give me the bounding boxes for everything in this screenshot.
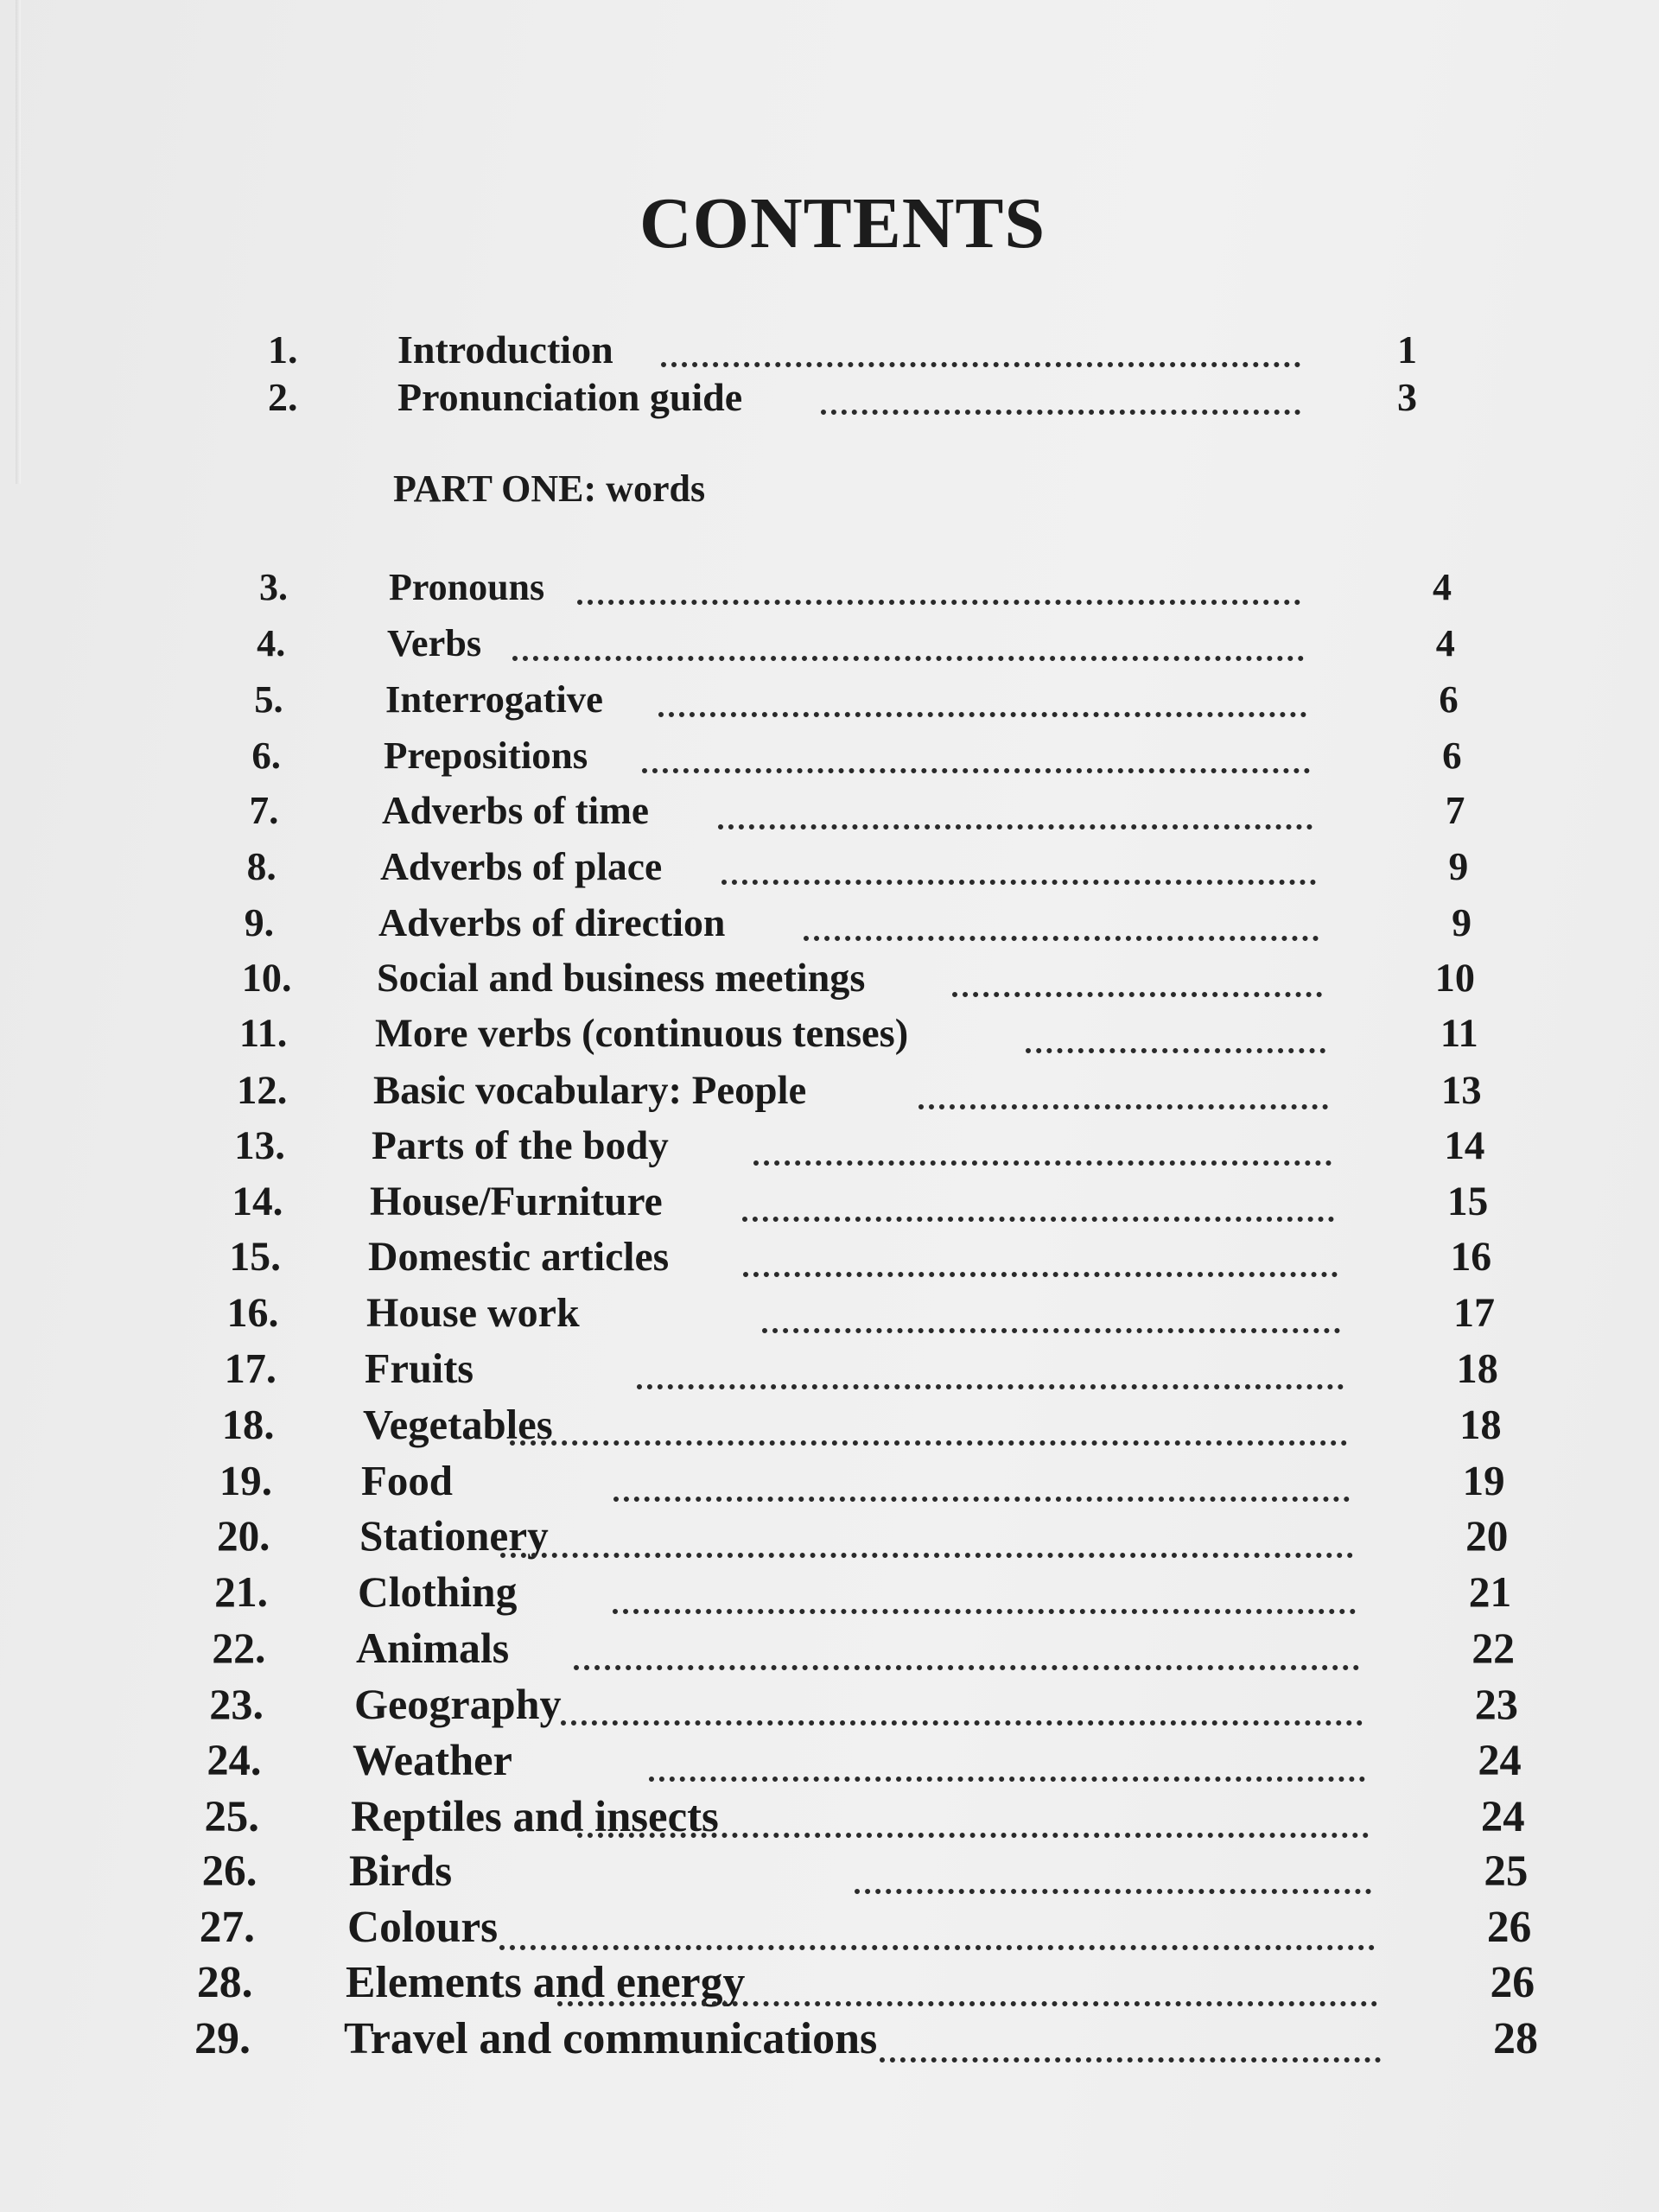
toc-entry	[0, 1231, 1642, 1283]
toc-leader-dots	[721, 873, 1316, 885]
toc-entry-number: 3.	[259, 566, 288, 608]
toc-entry-number: 17.	[224, 1345, 276, 1392]
toc-entry-title: Vegetables	[363, 1402, 553, 1449]
toc-entry-number: 11.	[238, 1011, 288, 1056]
toc-entry-title: Interrogative	[385, 677, 603, 721]
toc-leader-dots	[512, 649, 1304, 661]
toc-leader-dots	[649, 1770, 1365, 1782]
toc-entry-page: 9	[1452, 899, 1472, 944]
toc-entry-number: 22.	[212, 1624, 266, 1672]
toc-entry-number: 29.	[194, 2014, 251, 2063]
toc-entry-page: 4	[1433, 566, 1452, 608]
toc-entry	[0, 673, 1642, 725]
toc-entry-number: 16.	[226, 1290, 279, 1336]
toc-entry	[0, 1678, 1642, 1730]
toc-entry	[0, 2013, 1642, 2065]
toc-entry	[0, 897, 1642, 949]
toc-entry-page: 20	[1465, 1512, 1509, 1560]
toc-leader-dots	[1026, 1041, 1325, 1053]
toc-entry	[0, 785, 1642, 836]
toc-entry-page: 26	[1486, 1902, 1532, 1952]
toc-leader-dots	[637, 1377, 1344, 1389]
toc-entry	[0, 952, 1642, 1004]
toc-leader-dots	[821, 403, 1300, 415]
toc-entry-page: 11	[1440, 1011, 1478, 1056]
toc-entry-title: Weather	[353, 1735, 512, 1784]
toc-entry-number: 15.	[229, 1235, 281, 1281]
toc-entry-title: Animals	[356, 1624, 510, 1672]
toc-entry	[268, 372, 1417, 423]
page-title: CONTENTS	[639, 183, 1046, 264]
toc-entry-title: Social and business meetings	[377, 956, 866, 1001]
toc-entry-number: 10.	[241, 956, 292, 1001]
toc-entry-number: 25.	[204, 1791, 259, 1840]
toc-leader-dots	[499, 1938, 1374, 1950]
toc-entry-title: Introduction	[397, 327, 613, 372]
part-one-heading: PART ONE: words	[393, 467, 706, 510]
toc-entry	[268, 324, 1417, 376]
toc-entry-title: Adverbs of time	[382, 789, 649, 833]
toc-leader-dots	[510, 1433, 1347, 1446]
toc-leader-dots	[880, 2050, 1381, 2063]
toc-leader-dots	[743, 1265, 1338, 1277]
toc-entry	[0, 1567, 1642, 1618]
toc-entry-page: 22	[1471, 1624, 1516, 1672]
toc-leader-dots	[658, 705, 1307, 717]
toc-entry	[0, 1734, 1642, 1786]
toc-entry-title: Elements and energy	[346, 1958, 746, 2008]
toc-entry	[0, 562, 1642, 613]
toc-entry-title: Adverbs of place	[380, 844, 663, 889]
toc-entry-number: 13.	[234, 1123, 285, 1169]
toc-entry-title: Birds	[349, 1847, 453, 1897]
toc-entry-page: 9	[1448, 844, 1469, 889]
toc-entry-number: 26.	[201, 1847, 257, 1897]
toc-entry-title: Colours	[347, 1902, 499, 1952]
toc-entry	[0, 1287, 1642, 1339]
toc-entry	[0, 1902, 1642, 1954]
toc-entry-number: 14.	[232, 1179, 283, 1224]
toc-leader-dots	[753, 1154, 1331, 1166]
toc-entry-number: 9.	[244, 899, 275, 944]
toc-entry-title: Basic vocabulary: People	[373, 1067, 807, 1113]
toc-entry-title: Parts of the body	[372, 1123, 669, 1169]
toc-entry-title: Stationery	[359, 1512, 549, 1560]
toc-entry-number: 20.	[216, 1512, 270, 1560]
toc-entry-title: More verbs (continuous tenses)	[375, 1011, 909, 1056]
toc-entry-number: 24.	[207, 1735, 262, 1784]
toc-entry-page: 28	[1493, 2014, 1538, 2063]
toc-entry-title: Adverbs of direction	[378, 899, 726, 944]
toc-entry-page: 14	[1444, 1123, 1485, 1169]
toc-leader-dots	[718, 817, 1313, 830]
toc-leader-dots	[952, 985, 1322, 997]
toc-entry	[0, 729, 1642, 781]
toc-entry-number: 1.	[268, 327, 298, 372]
toc-entry-page: 18	[1456, 1345, 1498, 1392]
toc-entry-page: 16	[1450, 1235, 1492, 1281]
toc-entry-title: Reptiles and insects	[351, 1791, 719, 1840]
toc-entry-page: 1	[1397, 327, 1417, 372]
toc-entry-page: 23	[1474, 1680, 1518, 1729]
toc-leader-dots	[918, 1097, 1328, 1109]
toc-entry-number: 28.	[196, 1958, 253, 2008]
toc-leader-dots	[804, 929, 1319, 941]
toc-entry-page: 6	[1439, 677, 1459, 721]
toc-entry-number: 12.	[237, 1067, 288, 1113]
toc-entry-number: 7.	[249, 789, 279, 833]
toc-leader-dots	[557, 1994, 1378, 2006]
toc-entry-page: 13	[1440, 1067, 1482, 1113]
toc-leader-dots	[661, 355, 1300, 367]
toc-leader-dots	[762, 1321, 1341, 1333]
toc-entry	[0, 1623, 1642, 1675]
toc-entry-number: 4.	[257, 621, 286, 664]
toc-leader-dots	[577, 1826, 1369, 1838]
toc-entry-page: 17	[1453, 1290, 1495, 1336]
toc-entry-title: Fruits	[365, 1345, 474, 1392]
toc-leader-dots	[642, 761, 1310, 773]
toc-entry-page: 25	[1484, 1847, 1529, 1897]
toc-entry-title: Geography	[354, 1680, 562, 1729]
toc-leader-dots	[742, 1210, 1334, 1222]
toc-entry	[0, 1176, 1642, 1228]
toc-entry	[0, 1344, 1642, 1395]
toc-entry-title: House work	[366, 1290, 580, 1336]
toc-entry-number: 6.	[251, 733, 282, 777]
toc-entry-page: 24	[1478, 1735, 1522, 1784]
toc-entry-page: 7	[1445, 789, 1465, 833]
toc-entry-page: 3	[1397, 375, 1417, 419]
toc-entry-page: 19	[1462, 1456, 1505, 1504]
toc-entry-title: Travel and communications	[344, 2014, 878, 2063]
toc-entry-page: 21	[1468, 1568, 1512, 1617]
toc-entry-number: 19.	[219, 1456, 272, 1504]
toc-entry-number: 27.	[199, 1902, 255, 1952]
toc-entry	[0, 1120, 1642, 1172]
toc-entry	[0, 1790, 1642, 1842]
previous-page-edge	[16, 0, 21, 484]
toc-leader-dots	[613, 1602, 1357, 1614]
toc-entry-title: Clothing	[358, 1568, 518, 1617]
toc-entry	[0, 1455, 1642, 1507]
toc-entry-title: Food	[361, 1456, 453, 1504]
toc-leader-dots	[561, 1713, 1363, 1726]
toc-entry-number: 23.	[209, 1680, 264, 1729]
toc-entry-page: 18	[1459, 1402, 1502, 1449]
toc-entry-page: 6	[1442, 733, 1462, 777]
toc-entry-page: 24	[1480, 1791, 1525, 1840]
toc-entry-number: 18.	[221, 1402, 275, 1449]
toc-entry	[0, 1399, 1642, 1451]
toc-entry-page: 4	[1435, 621, 1455, 664]
toc-entry	[0, 618, 1642, 670]
toc-leader-dots	[577, 593, 1300, 605]
toc-entry-title: Pronouns	[389, 566, 545, 608]
toc-entry	[0, 1957, 1642, 2009]
toc-entry-title: Domestic articles	[368, 1235, 670, 1281]
toc-leader-dots	[500, 1546, 1352, 1558]
toc-leader-dots	[574, 1658, 1359, 1670]
toc-entry-page: 26	[1490, 1958, 1535, 2008]
toc-entry	[0, 1846, 1642, 1897]
toc-entry-number: 2.	[268, 375, 298, 419]
toc-entry-title: Prepositions	[384, 733, 588, 777]
toc-leader-dots	[613, 1490, 1350, 1502]
toc-entry-number: 21.	[214, 1568, 268, 1617]
toc-entry	[0, 1008, 1642, 1060]
toc-entry	[0, 1065, 1642, 1116]
toc-leader-dots	[855, 1882, 1372, 1894]
toc-entry-title: Pronunciation guide	[397, 375, 743, 419]
toc-entry-page: 15	[1446, 1179, 1489, 1224]
toc-entry-number: 5.	[254, 677, 283, 721]
toc-entry-title: House/Furniture	[370, 1179, 663, 1224]
toc-entry	[0, 1510, 1642, 1562]
toc-entry-title: Verbs	[387, 621, 482, 664]
toc-entry-number: 8.	[246, 844, 276, 889]
toc-entry	[0, 841, 1642, 893]
toc-entry-page: 10	[1434, 956, 1475, 1001]
